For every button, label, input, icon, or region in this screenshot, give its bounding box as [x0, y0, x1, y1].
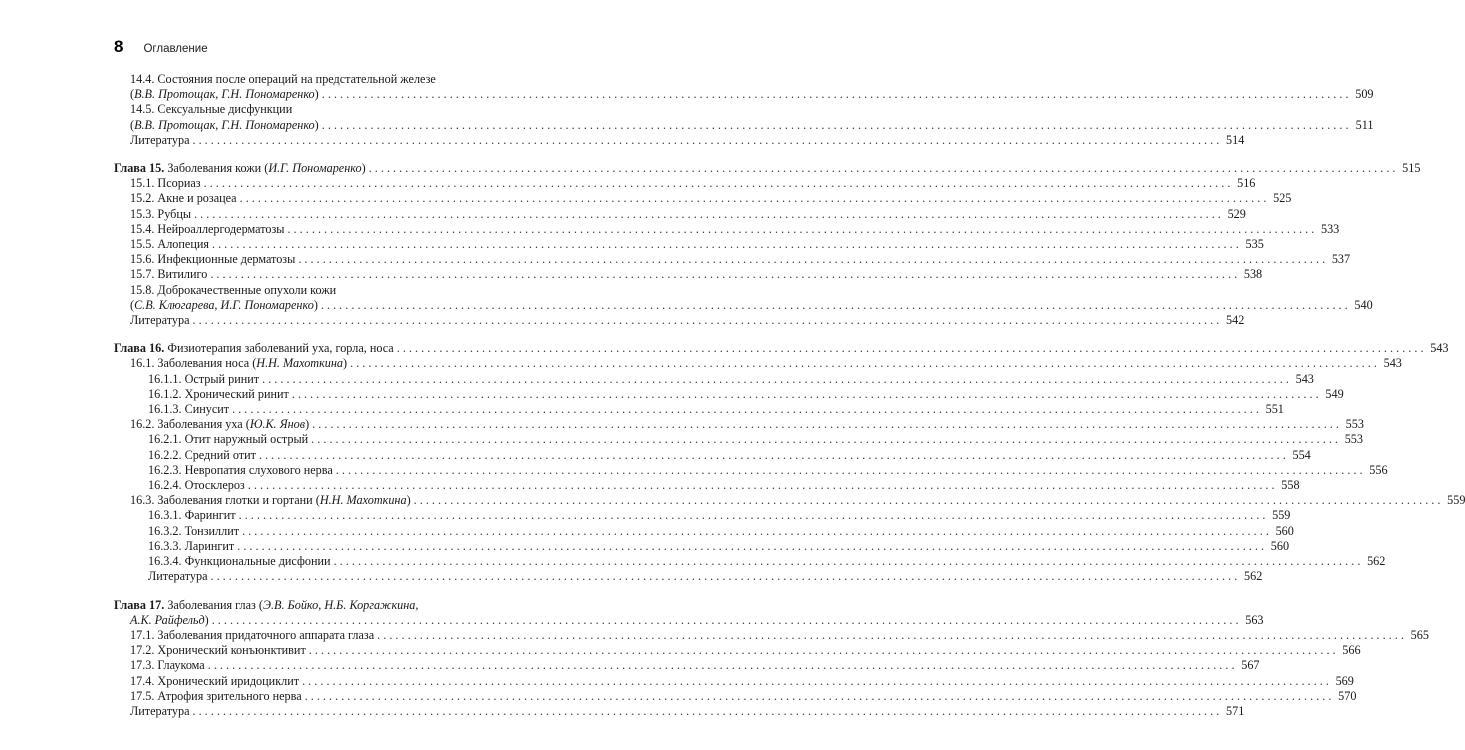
toc-authors: А.К. Райфельд — [130, 612, 205, 627]
toc-entry: 16.3.3. Ларингит . . . 560 — [114, 539, 484, 554]
toc-entry: А.К. Райфельд) . . . 563 — [114, 613, 484, 628]
toc-entry: 15.7. Витилиго . . . 538 — [114, 267, 484, 282]
toc-authors: С.В. Клюгарева, И.Г. Пономаренко — [134, 297, 314, 312]
toc-entry: (С.В. Клюгарева, И.Г. Пономаренко) . . . 540 — [114, 298, 484, 313]
toc-entry: 16.2. Заболевания уха (Ю.К. Янов) . . . 553 — [114, 417, 484, 432]
page-number: 8 — [114, 37, 124, 56]
toc-authors: Н.Н. Махоткина — [319, 493, 407, 508]
toc-entry: 14.5. Сексуальные дисфункции — [130, 102, 293, 117]
toc-page: 509 — [1355, 87, 1374, 102]
toc-entry: 15.8. Доброкачественные опухоли кожи — [130, 282, 337, 297]
toc-entry: 17.3. Глаукома . . . 567 — [114, 658, 484, 673]
toc-entry: 17.4. Хронический иридоциклит . . . 569 — [114, 674, 484, 689]
toc-chapter-17: Глава 17. Заболевания глаз (Э.В. Бойко, Н.Б. Коргажкина, — [114, 597, 419, 612]
toc-entry: 16.3.2. Тонзиллит . . . 560 — [114, 524, 484, 539]
toc-entry: 16.2.3. Невропатия слухового нерва . . . 556 — [114, 463, 484, 478]
toc-page: 515 — [1402, 161, 1421, 176]
toc-entry: 17.1. Заболевания придаточного аппарата глаза . . . 565 — [114, 628, 484, 643]
toc-entry: 16.1. Заболевания носа (Н.Н. Махоткина) . . . 543 — [114, 356, 484, 371]
toc-entry: 16.3. Заболевания глотки и гортани (Н.Н. Махоткина) . . . 559 — [114, 493, 484, 508]
toc-entry: 17.2. Хронический конъюнктивит . . . 566 — [114, 643, 484, 658]
toc-entry: 15.6. Инфекционные дерматозы . . . 537 — [114, 252, 484, 267]
toc-entry: 16.2.4. Отосклероз . . . 558 — [114, 478, 484, 493]
toc-entry: 16.2.1. Отит наружный острый . . . 553 — [114, 432, 484, 447]
toc-entry: Литература . . . 514 — [114, 133, 484, 148]
toc-entry: 16.3.4. Функциональные дисфонии . . . 562 — [114, 554, 484, 569]
chapter-label: Глава 16. — [114, 341, 165, 356]
toc-entry: 16.1.3. Синусит . . . 551 — [114, 402, 484, 417]
toc-entry: 16.2.2. Средний отит . . . 554 — [114, 448, 484, 463]
toc-page: 543 — [1430, 341, 1449, 356]
toc-page: 514 — [1226, 132, 1245, 147]
toc-entry: 15.3. Рубцы . . . 529 — [114, 207, 484, 222]
toc-page: 563 — [1245, 612, 1264, 627]
toc-authors: В.В. Протощак, Г.Н. Пономаренко — [134, 117, 315, 132]
toc-chapter-16: Глава 16. Физиотерапия заболеваний уха, горла, носа . . . 543 — [114, 341, 484, 356]
running-title: Оглавление — [143, 43, 208, 55]
toc-entry: 16.1.2. Хронический ринит . . . 549 — [114, 387, 484, 402]
chapter-label: Глава 17. — [114, 597, 165, 612]
toc-authors: Э.В. Бойко, Н.Б. Коргажкина, — [262, 597, 419, 612]
toc-entry: Литература . . . 571 — [114, 704, 484, 719]
toc-entry: (В.В. Протощак, Г.Н. Пономаренко) . . . 509 — [114, 87, 484, 102]
toc-entry: 16.1.1. Острый ринит . . . 543 — [114, 372, 484, 387]
toc-chapter-15: Глава 15. Заболевания кожи (И.Г. Пономаренко) . . . 515 — [114, 161, 484, 176]
toc-entry: 15.5. Алопеция . . . 535 — [114, 237, 484, 252]
toc-authors: Ю.К. Янов — [249, 417, 306, 432]
toc-authors: И.Г. Пономаренко — [268, 161, 362, 176]
toc-entry: (В.В. Протощак, Г.Н. Пономаренко) . . . 511 — [114, 118, 484, 133]
toc-authors: В.В. Протощак, Г.Н. Пономаренко — [134, 87, 315, 102]
toc-page: 511 — [1355, 117, 1374, 132]
toc-entry: Литература . . . 542 — [114, 313, 484, 328]
toc-entry: 15.2. Акне и розацеа . . . 525 — [114, 191, 484, 206]
toc-entry: 17.5. Атрофия зрительного нерва . . . 570 — [114, 689, 484, 704]
page-header — [114, 37, 208, 57]
toc-authors: Н.Н. Махоткина — [256, 356, 344, 371]
toc-entry: 15.1. Псориаз . . . 516 — [114, 176, 484, 191]
toc-entry: 16.3.1. Фарингит . . . 559 — [114, 508, 484, 523]
toc-entry: Литература . . . 562 — [114, 569, 484, 584]
table-of-contents — [114, 72, 1465, 719]
toc-entry: 15.4. Нейроаллергодерматозы . . . 533 — [114, 222, 484, 237]
chapter-label: Глава 15. — [114, 161, 165, 176]
toc-entry: 14.4. Состояния после операций на предстательной железе — [130, 72, 436, 86]
